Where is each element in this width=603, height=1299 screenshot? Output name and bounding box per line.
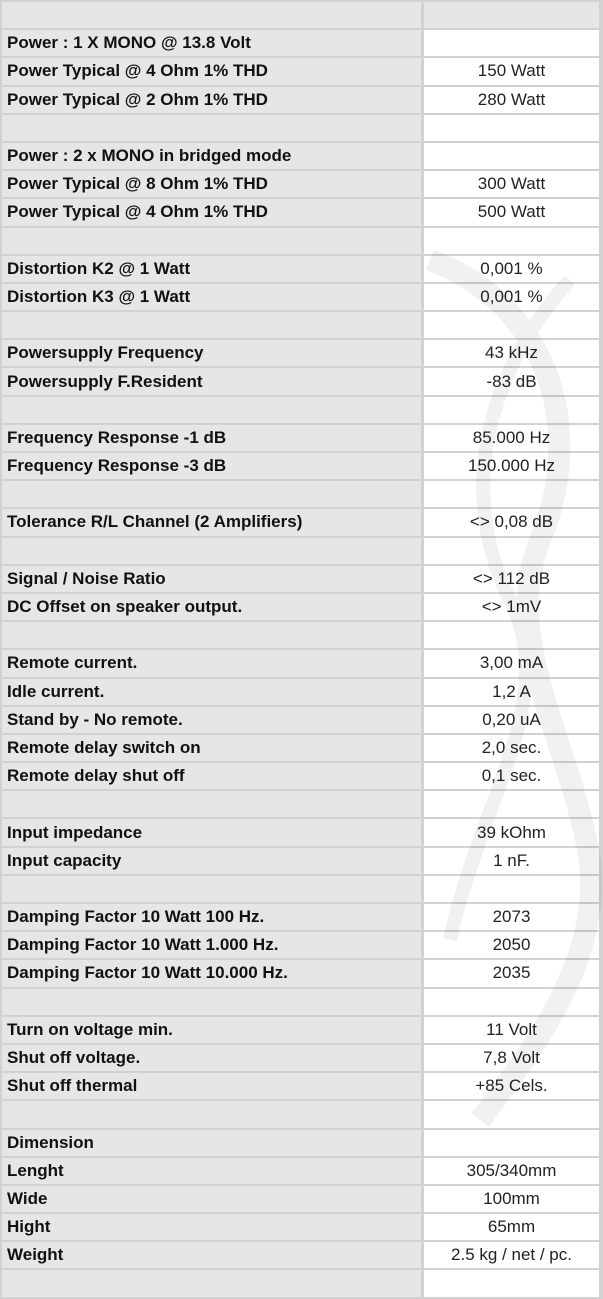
spec-value-cell: 150.000 Hz bbox=[424, 453, 599, 479]
table-row bbox=[2, 763, 599, 789]
table-row bbox=[2, 1045, 599, 1071]
table-row bbox=[2, 199, 599, 225]
spec-label-cell bbox=[2, 791, 421, 817]
table-row bbox=[2, 538, 599, 564]
spec-value-cell: 11 Volt bbox=[424, 1017, 599, 1043]
spec-value-cell bbox=[424, 876, 599, 902]
table-row bbox=[2, 735, 599, 761]
spec-label-cell: Tolerance R/L Channel (2 Amplifiers) bbox=[2, 509, 421, 535]
spec-value-cell bbox=[424, 312, 599, 338]
table-row bbox=[2, 1242, 599, 1268]
spec-value-cell bbox=[424, 1270, 599, 1296]
spec-label-cell bbox=[2, 228, 421, 254]
spec-value-cell bbox=[424, 228, 599, 254]
spec-value-cell: 305/340mm bbox=[424, 1158, 599, 1184]
spec-value-cell bbox=[424, 989, 599, 1015]
spec-value-cell: 3,00 mA bbox=[424, 650, 599, 676]
header-value-cell bbox=[424, 2, 599, 28]
spec-value-cell: 39 kOhm bbox=[424, 819, 599, 845]
spec-label-cell bbox=[2, 538, 421, 564]
spec-label-cell bbox=[2, 622, 421, 648]
spec-label-cell bbox=[2, 989, 421, 1015]
table-row bbox=[2, 1186, 599, 1212]
table-row bbox=[2, 453, 599, 479]
spec-value-cell: 300 Watt bbox=[424, 171, 599, 197]
spec-label-cell bbox=[2, 876, 421, 902]
table-row bbox=[2, 1270, 599, 1296]
spec-label-cell: Remote current. bbox=[2, 650, 421, 676]
spec-value-cell: <> 0,08 dB bbox=[424, 509, 599, 535]
table-row bbox=[2, 30, 599, 56]
spec-label-cell: Power Typical @ 8 Ohm 1% THD bbox=[2, 171, 421, 197]
table-row bbox=[2, 932, 599, 958]
spec-label-cell: Weight bbox=[2, 1242, 421, 1268]
spec-value-cell: +85 Cels. bbox=[424, 1073, 599, 1099]
table-row bbox=[2, 566, 599, 592]
table-row bbox=[2, 143, 599, 169]
spec-value-cell: -83 dB bbox=[424, 368, 599, 394]
table-row bbox=[2, 1101, 599, 1127]
spec-label-cell: Shut off thermal bbox=[2, 1073, 421, 1099]
spec-label-cell bbox=[2, 1270, 421, 1296]
spec-value-cell bbox=[424, 115, 599, 141]
table-row bbox=[2, 397, 599, 423]
spec-value-cell bbox=[424, 397, 599, 423]
spec-table-body bbox=[2, 2, 599, 1297]
spec-value-cell bbox=[424, 622, 599, 648]
spec-value-cell: 65mm bbox=[424, 1214, 599, 1240]
spec-label-cell: Frequency Response -1 dB bbox=[2, 425, 421, 451]
spec-value-cell bbox=[424, 30, 599, 56]
spec-value-cell: 2050 bbox=[424, 932, 599, 958]
spec-value-cell: 85.000 Hz bbox=[424, 425, 599, 451]
table-row bbox=[2, 989, 599, 1015]
table-row bbox=[2, 228, 599, 254]
table-row bbox=[2, 679, 599, 705]
table-row bbox=[2, 87, 599, 113]
spec-label-cell: Input capacity bbox=[2, 848, 421, 874]
table-row bbox=[2, 1073, 599, 1099]
spec-value-cell: 0,20 uA bbox=[424, 707, 599, 733]
table-row bbox=[2, 481, 599, 507]
spec-label-cell bbox=[2, 1101, 421, 1127]
spec-label-cell: Power Typical @ 4 Ohm 1% THD bbox=[2, 199, 421, 225]
header-label-cell bbox=[2, 2, 421, 28]
spec-value-cell: 2035 bbox=[424, 960, 599, 986]
spec-label-cell: Distortion K2 @ 1 Watt bbox=[2, 256, 421, 282]
spec-label-cell: Damping Factor 10 Watt 10.000 Hz. bbox=[2, 960, 421, 986]
spec-value-cell bbox=[424, 791, 599, 817]
table-row bbox=[2, 58, 599, 84]
table-row bbox=[2, 848, 599, 874]
spec-label-cell: Powersupply Frequency bbox=[2, 340, 421, 366]
spec-value-cell bbox=[424, 481, 599, 507]
table-row bbox=[2, 791, 599, 817]
table-row bbox=[2, 509, 599, 535]
table-header-row bbox=[2, 2, 599, 28]
table-row bbox=[2, 960, 599, 986]
spec-label-cell: Remote delay shut off bbox=[2, 763, 421, 789]
spec-value-cell: 100mm bbox=[424, 1186, 599, 1212]
spec-label-cell: Hight bbox=[2, 1214, 421, 1240]
spec-label-cell: Damping Factor 10 Watt 100 Hz. bbox=[2, 904, 421, 930]
table-row bbox=[2, 171, 599, 197]
table-row bbox=[2, 284, 599, 310]
spec-label-cell: Distortion K3 @ 1 Watt bbox=[2, 284, 421, 310]
spec-value-cell: <> 112 dB bbox=[424, 566, 599, 592]
spec-label-cell: Lenght bbox=[2, 1158, 421, 1184]
table-row bbox=[2, 115, 599, 141]
spec-label-cell: Power Typical @ 4 Ohm 1% THD bbox=[2, 58, 421, 84]
spec-value-cell: 150 Watt bbox=[424, 58, 599, 84]
spec-label-cell: Input impedance bbox=[2, 819, 421, 845]
table-row bbox=[2, 622, 599, 648]
spec-label-cell: DC Offset on speaker output. bbox=[2, 594, 421, 620]
spec-value-cell: 7,8 Volt bbox=[424, 1045, 599, 1071]
spec-label-cell: Power : 1 X MONO @ 13.8 Volt bbox=[2, 30, 421, 56]
spec-value-cell bbox=[424, 1130, 599, 1156]
spec-value-cell: 1,2 A bbox=[424, 679, 599, 705]
spec-value-cell: 2,0 sec. bbox=[424, 735, 599, 761]
spec-label-cell: Power : 2 x MONO in bridged mode bbox=[2, 143, 421, 169]
table-row bbox=[2, 1214, 599, 1240]
table-row bbox=[2, 876, 599, 902]
table-row bbox=[2, 904, 599, 930]
spec-value-cell bbox=[424, 538, 599, 564]
spec-value-cell bbox=[424, 143, 599, 169]
spec-label-cell: Idle current. bbox=[2, 679, 421, 705]
table-row bbox=[2, 707, 599, 733]
table-row bbox=[2, 368, 599, 394]
spec-label-cell: Wide bbox=[2, 1186, 421, 1212]
spec-label-cell: Dimension bbox=[2, 1130, 421, 1156]
table-row bbox=[2, 256, 599, 282]
spec-label-cell bbox=[2, 481, 421, 507]
spec-label-cell: Stand by - No remote. bbox=[2, 707, 421, 733]
spec-label-cell: Shut off voltage. bbox=[2, 1045, 421, 1071]
spec-value-cell: 0,001 % bbox=[424, 256, 599, 282]
spec-value-cell: 0,1 sec. bbox=[424, 763, 599, 789]
spec-label-cell bbox=[2, 115, 421, 141]
spec-value-cell: 2073 bbox=[424, 904, 599, 930]
spec-label-cell: Remote delay switch on bbox=[2, 735, 421, 761]
spec-label-cell: Powersupply F.Resident bbox=[2, 368, 421, 394]
spec-label-cell: Turn on voltage min. bbox=[2, 1017, 421, 1043]
table-row bbox=[2, 650, 599, 676]
spec-value-cell: 43 kHz bbox=[424, 340, 599, 366]
spec-value-cell: 1 nF. bbox=[424, 848, 599, 874]
spec-label-cell: Power Typical @ 2 Ohm 1% THD bbox=[2, 87, 421, 113]
spec-value-cell bbox=[424, 1101, 599, 1127]
spec-label-cell bbox=[2, 312, 421, 338]
spec-value-cell: 280 Watt bbox=[424, 87, 599, 113]
table-row bbox=[2, 1130, 599, 1156]
table-row bbox=[2, 312, 599, 338]
spec-value-cell: <> 1mV bbox=[424, 594, 599, 620]
spec-label-cell: Frequency Response -3 dB bbox=[2, 453, 421, 479]
spec-label-cell: Signal / Noise Ratio bbox=[2, 566, 421, 592]
table-row bbox=[2, 819, 599, 845]
spec-label-cell: Damping Factor 10 Watt 1.000 Hz. bbox=[2, 932, 421, 958]
table-row bbox=[2, 425, 599, 451]
spec-value-cell: 2.5 kg / net / pc. bbox=[424, 1242, 599, 1268]
table-row bbox=[2, 340, 599, 366]
spec-label-cell bbox=[2, 397, 421, 423]
table-row bbox=[2, 594, 599, 620]
spec-value-cell: 0,001 % bbox=[424, 284, 599, 310]
spec-value-cell: 500 Watt bbox=[424, 199, 599, 225]
table-row bbox=[2, 1017, 599, 1043]
table-row bbox=[2, 1158, 599, 1184]
